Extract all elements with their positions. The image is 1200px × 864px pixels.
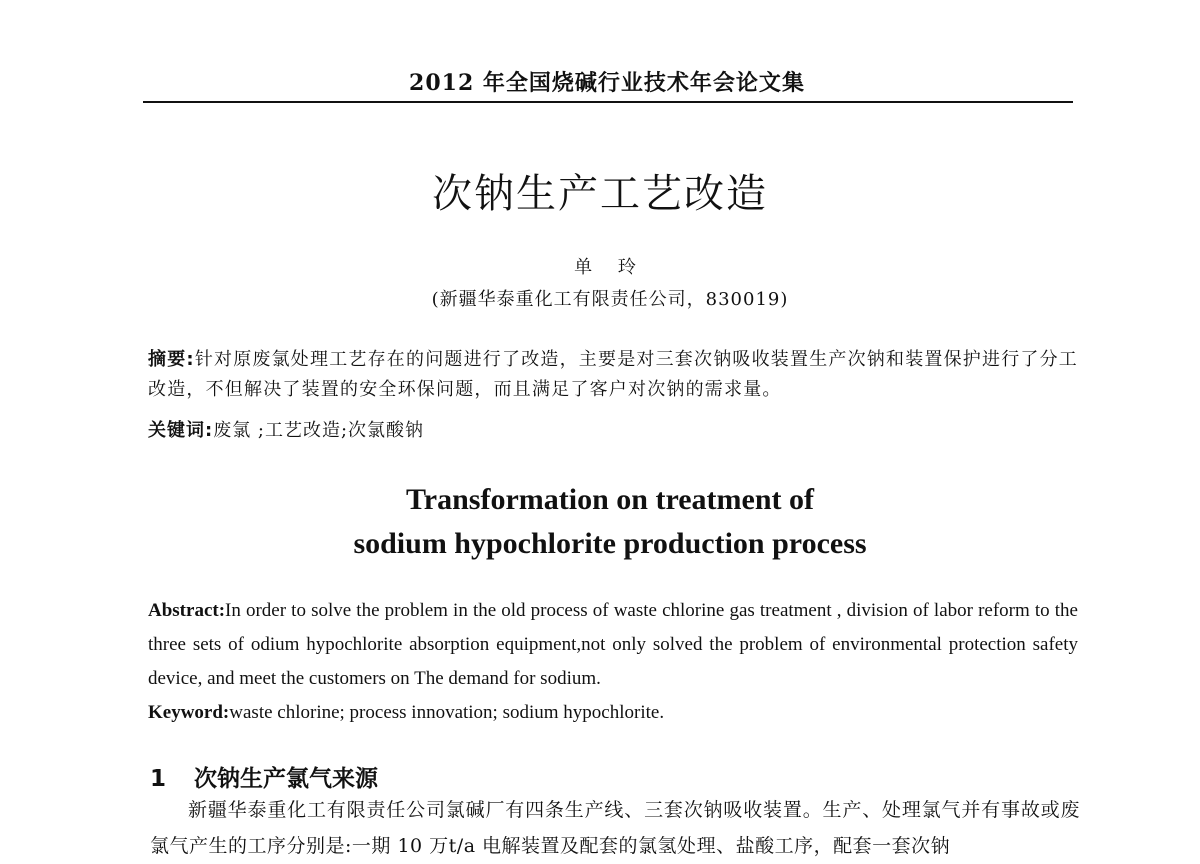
- keywords-chinese-label: 关键词:: [148, 420, 214, 441]
- keywords-chinese: [148, 416, 1078, 446]
- abstract-chinese-label: 摘要:: [148, 349, 195, 370]
- keywords-english: [148, 696, 1078, 730]
- abstract-english-text: In order to solve the problem in the old process of waste chlorine gas treatment , division of labor reform to the three sets of odium hypochlorite absorption equipment,not only solved the problem of environmental protection safety device, and meet the customers on The demand for sodium.: [148, 600, 1078, 689]
- keywords-english-text: waste chlorine; process innovation; sodium hypochlorite.: [229, 702, 665, 723]
- section-title: 次钠生产氯气来源: [194, 766, 378, 792]
- paper-title-english: [0, 478, 1200, 566]
- header-rule: [143, 101, 1073, 103]
- abstract-english-label: Abstract:: [148, 600, 226, 621]
- keywords-chinese-text: 废氯 ;工艺改造;次氯酸钠: [213, 420, 425, 441]
- keywords-english-label: Keyword:: [148, 702, 230, 723]
- author-affiliation: (新疆华泰重化工有限责任公司，830019): [431, 289, 789, 310]
- running-header: 2012 年全国烧碱行业技术年会论文集: [409, 70, 805, 96]
- paper-title-english-line2: sodium hypochlorite production process: [353, 527, 867, 560]
- abstract-chinese: [148, 345, 1078, 405]
- paper-title-chinese: 次钠生产工艺改造: [432, 171, 768, 217]
- abstract-english: [148, 594, 1078, 696]
- section-heading: [150, 760, 378, 793]
- abstract-chinese-text: 针对原废氯处理工艺存在的问题进行了改造，主要是对三套次钠吸收装置生产次钠和装置保护进行了分工改造，不但解决了装置的安全环保问题，而且满足了客户对次钠的需求量。: [148, 349, 1079, 400]
- author-name: 单 玲: [574, 257, 646, 278]
- paper-title-english-line1: Transformation on treatment of: [406, 483, 814, 516]
- section-number: 1: [150, 766, 167, 792]
- section-body-paragraph: 新疆华泰重化工有限责任公司氯碱厂有四条生产线、三套次钠吸收装置。生产、处理氯气并有事故或废氯气产生的工序分别是:一期 10 万t/a 电解装置及配套的氯氢处理、盐酸工序，配套一套次钠: [150, 799, 1080, 857]
